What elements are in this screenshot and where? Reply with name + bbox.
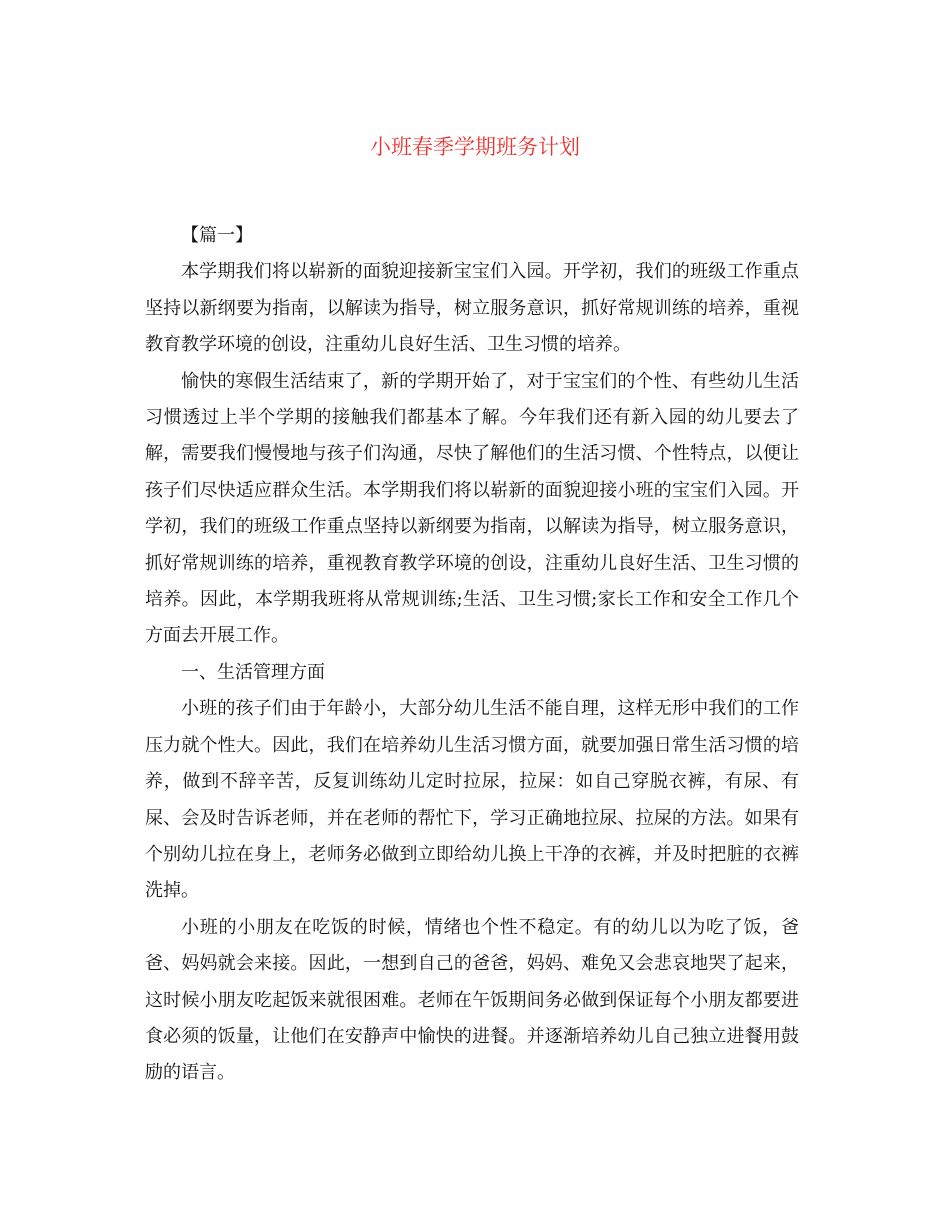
paragraph: 本学期我们将以崭新的面貌迎接新宝宝们入园。开学初，我们的班级工作重点坚持以新纲要为指南，以解读为指导，树立服务意识，抓好常规训练的培养，重视教育教学环境的创设，注重幼儿良好生活、卫生习惯的培养。 bbox=[145, 261, 799, 356]
document-title: 小班春季学期班务计划 bbox=[370, 135, 580, 159]
paragraph: 小班的孩子们由于年龄小，大部分幼儿生活不能自理，这样无形中我们的工作压力就个性大。因此，我们在培养幼儿生活习惯方面，就要加强日常生活习惯的培养，做到不辞辛苦，反复训练幼儿定时拉尿，拉屎：如自己穿脱衣裤，有尿、有屎、会及时告诉老师，并在老师的帮忙下，学习正确地拉尿、拉屎的方法。如果有个别幼儿拉在身上，老师务必做到立即给幼儿换上干净的衣裤，并及时把脏的衣裤洗掉。 bbox=[145, 698, 799, 902]
paragraph: 小班的小朋友在吃饭的时候，情绪也个性不稳定。有的幼儿以为吃了饭，爸爸、妈妈就会来接。因此，一想到自己的爸爸，妈妈、难免又会悲哀地哭了起来，这时候小朋友吃起饭来就很困难。老师在午饭期间务必做到保证每个小朋友都要进食必须的饭量，让他们在安静声中愉快的进餐。并逐渐培养幼儿自己独立进餐用鼓励的语言。 bbox=[145, 916, 799, 1084]
subheading: 一、生活管理方面 bbox=[181, 661, 325, 683]
section-label: 【篇一】 bbox=[181, 225, 253, 246]
document-body bbox=[145, 218, 799, 1092]
paragraph: 愉快的寒假生活结束了，新的学期开始了，对于宝宝们的个性、有些幼儿生活习惯透过上半个学期的接触我们都基本了解。今年我们还有新入园的幼儿要去了解，需要我们慢慢地与孩子们沟通，尽快了解他们的生活习惯、个性特点，以便让孩子们尽快适应群众生活。本学期我们将以崭新的面貌迎接小班的宝宝们入园。开学初，我们的班级工作重点坚持以新纲要为指南，以解读为指导，树立服务意识，抓好常规训练的培养，重视教育教学环境的创设，注重幼儿良好生活、卫生习惯的培养。因此，本学期我班将从常规训练;生活、卫生习惯;家长工作和安全工作几个方面去开展工作。 bbox=[145, 370, 799, 647]
